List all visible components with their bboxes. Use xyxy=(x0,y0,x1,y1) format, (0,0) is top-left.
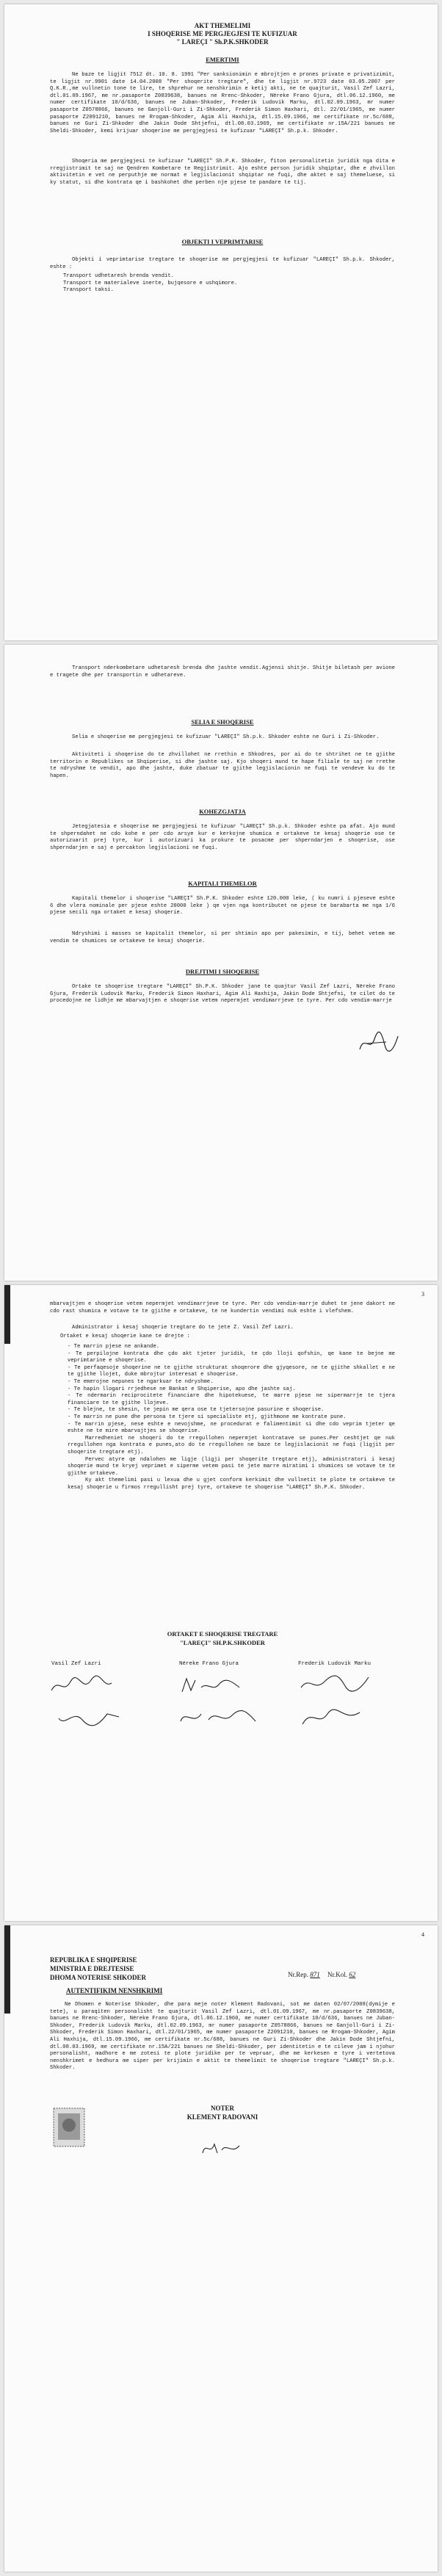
document-page-1 xyxy=(4,4,438,640)
list-item: Marredheniet ne shoqeri do te rregullohen nepermjet kontratave se punes.Per ceshtjet qe nuk rregullohen nga kontrata e punes,ato do te rregullohen ne baze te legjislacionit ne fuqi (ligjit per shoqerite tregtare etj). xyxy=(68,1435,395,1455)
registry-numbers xyxy=(288,1971,355,1978)
revenue-stamp xyxy=(53,2108,85,2147)
signature-3 xyxy=(298,1673,372,1695)
list-item: - Te blejne, te shesin, te jepin me qera ose te tjetersojne pasurine e shoqerise. xyxy=(68,1407,325,1414)
list-item: - Te ndermarin reciprocitete financiare dhe hipotekuese, te marre pjese ne sipermarrje te tjera financiare te te gjithe llojeve. xyxy=(68,1393,395,1406)
title-line-2: I SHOQERISE ME PERGJEGJESI TE KUFIZUAR xyxy=(148,30,297,37)
title-line-1: AKT THEMELIMI xyxy=(194,22,251,29)
list-item: - Te hapin llogari rrjedhese ne Bankat e Shqiperise, apo dhe jashte saj. xyxy=(68,1386,296,1392)
signature-2 xyxy=(178,1674,244,1696)
emertimi-paragraph-1: Ne baze te ligjit 7512 dt. 10. 8. 1991 "Per sanksionimin e mbrojtjen e prones private e privatizimit, te ligjit nr.9901 date 14.04.2008 "Per shoqerite tregtare", dhe te ligjit nr.9723 date 03.05.2007 per Q.K.R.,me vullnetin tone te lire, te shprehur ne nenshkrimin e ketij akti, ne te quajturit, Vasil Zef Lazri, dtl.01.09.1967, me nr.pasaporte Z0839638, banues ne Rrenc-Shkoder, Nëreke Frano Gjura, dtl.06.12.1960, me numer certifikate 10/d/636, banues ne Juban-Shkoder, Frederik Ludovik Marku, dtl.02.09.1963, mr numer pasaporte Z0578866, banues ne Ganjoll-Guri i Zi-Shkoder, Frederik Simon Haxhari, dtl. 22/01/1965, me numer pasaporte Z2091210, banues ne Rrogam-Shkoder, Agim Ali Haxhija, dtl.15.09.1966, me certifikate nr.5c/688, banues ne Guri Zi-Shkoder dhe Jakin Dode Shtjefni, dtl.08.03.1969, me certifikate nr.15A/221 banues ne Sheldi-Shkoder, kemi krijuar shoqerine me pergjegjesi te kufizuar "LAREÇI" Sh.p.k. Shkoder. xyxy=(50,72,395,134)
selia-paragraph-2: Aktiviteti i shoqerise do te zhvillohet ne rrethin e Shkodres, por ai do te shtrihet ne te gjithe territorin e Republikes se Shqiperise, si dhe jashte saj. Kjo shoqeri mund te hape filiale te saj ne rrethe te ndryshme te vendit, apo dhe jashte, duke zbatuar te gjithe legjislacionin ne fuqi te vendeve ku do te hapen. xyxy=(50,752,395,779)
administrator-paragraph: Administrator i kesaj shoqerie tregtare do te jete Z. Vasil Zef Lazri. xyxy=(72,1325,294,1331)
nr-rep-value: 871 xyxy=(310,1971,320,1978)
list-item: Pervec atyre qe ndalohen me ligje (ligji per shoqerite tregtare etj), administratori i kesaj shoqerie mund te kryej veprimet e siperme vetem pasi te jete marre miratimi i shumices se votave te te gjithe ortakeve. xyxy=(68,1456,395,1477)
heading-kohezgjatja: KOHEZGJATJA xyxy=(199,808,246,815)
heading-kapitali: KAPITALI THEMELOR xyxy=(188,880,257,887)
signature-initials xyxy=(357,1030,401,1055)
noter-name: KLEMENT RADOVANI xyxy=(186,2113,258,2121)
header-line-2: MINISTRIA E DREJTESISE xyxy=(50,1965,134,1972)
autentifikim-paragraph: Ne Dhomen e Noterise Shkoder, dhe para meje noter Klement Radovani, sot me daten 02/07/2008(dymije e tete), u paraqiten personalisht te quajturit Vasil Zef Lazri, dtl.01.09.1967, me nr.pasaporte Z0839638, banues ne Rrenc-Shkoder, Nëreke Frano Gjura, dtl.06.12.1960, me numer certifikate 10/d/636, banues ne Juban-Shkoder, Frederik Ludovik Marku, dtl.02.09.1963, mr numer pasaporte Z0578866, banues ne Ganjoll-Guri i Zi-Shkoder, Frederik Simon Haxhari, dtl.22/01/1965, me numer pasaporte Z2091210, banues ne Rrogam-Shkoder, Agim Ali Haxhija, dtl.15.09.1966, me certifikate nr.5c/688, banues ne Guri Zi-Shkoder dhe Jakin Dode Shtjefni, dtl.08.03.1969, me certifikate nr.15A/221 banues ne Sheldi-Shkoder, per identitetin e te cileve jam i njohur personalisht, madhore e me zotesi te plote juridike per te vepruar, dhe me kerkesen e tyre i vertetova nenshkrimet e hedhura me siper per krijimin e aktit te themelimit te shoqerise tregtare "LAREÇI" Sh.p.k. Shkoder. xyxy=(50,2002,395,2072)
heading-selia: SELIA E SHOQERISE xyxy=(191,718,254,726)
nr-kol-value: 62 xyxy=(349,1971,356,1978)
document-page-4 xyxy=(4,1925,438,2572)
kohezgjatja-paragraph: Jetegjatesia e shoqerise me pergjegjesi te kufizuar "LAREÇI" Sh.p.k. Shkoder eshte pa afat. Ajo mund te shperndahet ne cdo kohe e per cdo arsye kur e kerkojne shumica e ortakeve te kesaj shoqerie ose te autorizuarit prej tyre, kur i autorizuari ka prokure te posacme per shperndarjen e shoqerise, ose shperndarjen e saj e percakton legjislacioni ne fuqi. xyxy=(50,824,395,851)
autentifikim-heading: AUTENTIFIKIM NENSHKRIMI xyxy=(66,1987,163,1994)
nr-rep-label: Nr.Rep. xyxy=(288,1971,308,1978)
heading-emertimi: EMERTIMI xyxy=(206,56,239,63)
heading-objekti: OBJEKTI I VEPRIMTARISE xyxy=(181,238,264,245)
objekti-intro: Objekti i veprimtarise tregtare te shoqerise me pergjegjesi te kufizuar "LAREÇI" Sh.p.k. Shkoder, eshte : xyxy=(50,257,395,270)
ortaket-subheading: "LAREÇI" SH.P.K.SHKODER xyxy=(180,1639,265,1646)
list-item: - Te emerojne nepunes te ngarkuar te ndryshme. xyxy=(68,1378,214,1385)
list-item: - Te marrin pjese ne ankande. xyxy=(68,1344,160,1350)
list-item: - Te perfaqesoje shoqerine ne te gjithe strukturat shoqerore dhe gjyqesore, ne te gjithe shkallet e ne te gjithe llojet, duke mbrojtur interesat e shoqerise. xyxy=(68,1364,395,1378)
signature-1 xyxy=(48,1674,115,1696)
selia-paragraph-1: Selia e shoqerise me pergjegjesi te kufizuar "LAREÇI" Sh.p.k. Shkoder eshte ne Guri i Zi-Shkoder. xyxy=(72,734,380,740)
rights-intro: Ortaket e kesaj shoqerie kane te drejte : xyxy=(60,1334,190,1339)
nr-kol-label: Nr.Kol. xyxy=(327,1971,347,1978)
signer-name-1: Vasil Zef Lazri xyxy=(51,1661,101,1667)
signature-6 xyxy=(298,1707,364,1729)
header-line-1: REPUBLIKA E SHQIPERISE xyxy=(50,1956,137,1964)
page-number: 4 xyxy=(421,1931,424,1938)
noter-label: NOTER xyxy=(210,2105,234,2112)
signer-name-3: Frederik Ludovik Marku xyxy=(298,1661,372,1667)
page-number: 3 xyxy=(421,1291,424,1298)
list-item: Transport taksi. xyxy=(63,287,115,294)
document-page-3 xyxy=(4,1285,438,1921)
drejtimi-paragraph: Ortake te shoqerise tregtare "LAREÇI" Sh.P.K. Shkoder jane te quajtur Vasil Zef Lazri, Nëreke Frano Gjura, Frederik Ludovik Marku, Frederik Simon Haxhari, Agim Ali Haxhija, Jakin Dode Shtjefni, te cilet do te procedojne ne lidhje me mbarvajtjen e shoqerise vetem nepermjet vendimarrjeve te tyre. Per cdo vendim-marrje xyxy=(50,984,395,1005)
list-item: Ky akt themelimi pasi u lexua dhe u gjet conform kerkimit dhe vullnetit te plote te ortakeve te kesaj shoqerie u firmos rregullisht prej tyre, ortakeve te shoqerise "LAREÇI" Sh.P.K. Shkoder. xyxy=(68,1477,395,1491)
title-line-3: " LAREÇI " Sh.P.K.SHKODER xyxy=(176,38,269,46)
list-item: Transport udhetaresh brenda vendit. xyxy=(63,273,174,279)
drejtimi-continued: mbarvajtjen e shoqerise vetem nepermjet vendimarrjeve te tyre. Per cdo vendim-marrje duhet te jene dakort ne cdo rast shumica e votave te te gjithe e ortakeve, te ne kundertin vendimi nuk eshte i vlefshem. xyxy=(50,1301,395,1314)
ortaket-heading: ORTAKET E SHOQERISE TREGTARE xyxy=(167,1630,278,1638)
signature-5 xyxy=(178,1705,258,1729)
objekti-continued: Transport nderkombetare udhetaresh brenda dhe jashte vendit.Agjensi shitje. Shitje biletash per avione e tragete dhe per transportin e udhetareve. xyxy=(50,665,395,679)
objekti-list xyxy=(63,273,394,294)
list-item: - Te marrin pjese, nese eshte e nevojshme, ne procedurat e falimentimit si dhe cdo veprim tjeter qe eshte ne te mire mbarvajtjes se shoqerise. xyxy=(68,1421,395,1435)
header-line-3: DHOMA NOTERISE SHKODER xyxy=(50,1974,147,1981)
list-item: - Te marrin ne pune dhe persona te tjere si specialiste etj, gjithmone me kontrate pune. xyxy=(68,1414,347,1420)
signature-4 xyxy=(56,1707,122,1729)
scan-edge xyxy=(4,1285,10,1344)
heading-drejtimi: DREJTIMI I SHOQERISE xyxy=(185,968,260,975)
kapitali-paragraph-1: Kapitali themelor i shoqerise "LAREÇI" Sh.P.K. Shkoder eshte 120.000 leke, ( ku numri i pjeseve eshte 6 dhe vlera nominale per pjese eshte 20000 leke ) qe vjen nga kontributet ne pjese te barabarta me nga 1/6 pjese secili nga ortaket e kesaj shoqerie. xyxy=(50,896,395,916)
kapitali-paragraph-2: Ndryshimi i masses se kapitalit themelor, si per shtimin apo per pakesimin, e tij, behet vetem me vendim te shumices se ortakeve te kesaj shoqerie. xyxy=(50,931,395,944)
notary-signature xyxy=(200,2138,244,2157)
emertimi-paragraph-2: Shoqeria me pergjegjesi te kufizuar "LAREÇI" Sh.P.K. Shkoder, fiton personalitetin juridik nga dita e rregjistrimit te saj ne Qendren Kombetare te Regjistrimit. Ajo eshte person juridik shqiptar, dhe e zhvillon aktivitetin e vet ne perputhje me normat e legjislacionit shqiptar ne fuqi, dhe aktet e saj themeluese, si ky statut, si dhe kontrata qe i bashkohet dhe perben nje pjese te pandare te tij. xyxy=(50,159,395,186)
rights-list xyxy=(68,1344,395,1491)
list-item: - Te perpilojne kontrata dhe çdo akt tjeter juridik, te çdo lloji qofshin, qe kane te bejne me veprimtarine e shoqerise. xyxy=(68,1350,395,1364)
signer-name-2: Nëreke Frano Gjura xyxy=(179,1661,239,1667)
list-item: Transport te materialeve inerte, bujqesore e ushqimore. xyxy=(63,280,238,286)
scan-edge xyxy=(4,1925,10,2014)
title-block xyxy=(50,22,395,46)
document-page-2 xyxy=(4,645,438,1281)
